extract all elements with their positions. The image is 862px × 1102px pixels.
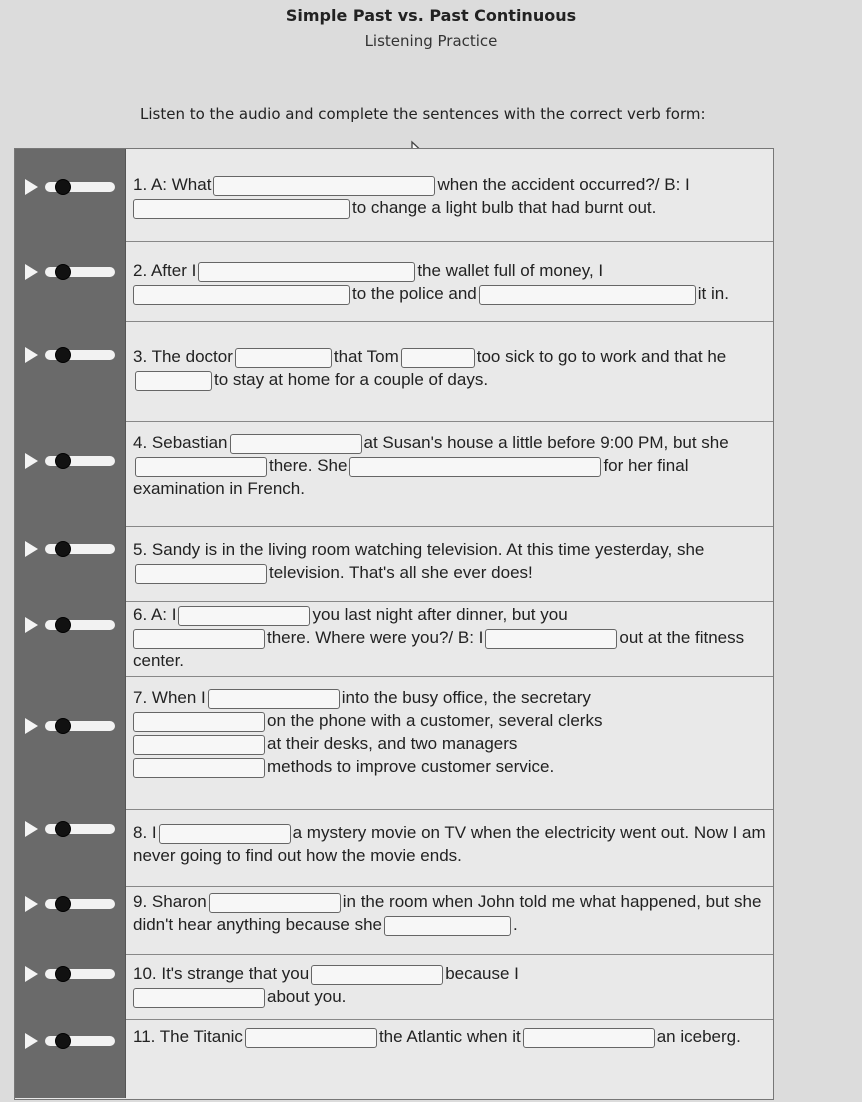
progress-knob[interactable] <box>55 541 71 557</box>
answer-blank[interactable] <box>245 1028 377 1048</box>
question-text: 6. A: I you last night after dinner, but you there. Where were you?/ B: I out at the fitness center. <box>133 605 745 670</box>
play-icon[interactable] <box>25 1033 38 1049</box>
audio-player[interactable] <box>15 886 126 954</box>
question-text: 9. Sharon in the room when John told me what happened, but she didn't hear anything because she . <box>133 892 762 934</box>
question-text: 5. Sandy is in the living room watching television. At this time yesterday, shetelevision. That's all she ever does! <box>133 540 705 582</box>
question-text: 3. The doctor that Tom too sick to go to work and that heto stay at home for a couple of days. <box>133 347 727 389</box>
answer-blank[interactable] <box>349 457 601 477</box>
audio-player[interactable] <box>15 601 126 676</box>
question-text: 8. I a mystery movie on TV when the electricity went out. Now I am never going to find out how the movie ends. <box>133 823 766 865</box>
answer-blank[interactable] <box>159 824 291 844</box>
answer-blank[interactable] <box>198 262 415 282</box>
answer-blank[interactable] <box>208 689 340 709</box>
audio-player[interactable] <box>15 1019 126 1098</box>
progress-knob[interactable] <box>55 347 71 363</box>
answer-blank[interactable] <box>133 199 350 219</box>
play-icon[interactable] <box>25 617 38 633</box>
worksheet-table <box>14 148 774 1100</box>
question-row <box>15 676 773 810</box>
progress-knob[interactable] <box>55 179 71 195</box>
answer-blank[interactable] <box>384 916 511 936</box>
play-icon[interactable] <box>25 821 38 837</box>
audio-player[interactable] <box>15 954 126 1019</box>
audio-player[interactable] <box>15 526 126 601</box>
progress-knob[interactable] <box>55 966 71 982</box>
audio-player[interactable] <box>15 241 126 321</box>
progress-knob[interactable] <box>55 617 71 633</box>
play-icon[interactable] <box>25 453 38 469</box>
page-title: Simple Past vs. Past Continuous <box>285 6 577 25</box>
play-icon[interactable] <box>25 541 38 557</box>
progress-knob[interactable] <box>55 718 71 734</box>
audio-player[interactable] <box>15 149 126 241</box>
instructions: Listen to the audio and complete the sentences with the correct verb form: <box>140 105 706 123</box>
answer-blank[interactable] <box>135 457 267 477</box>
answer-blank[interactable] <box>133 988 265 1008</box>
page-subtitle: Listening Practice <box>364 32 498 50</box>
question-text: 11. The Titanic the Atlantic when it an iceberg. <box>133 1027 741 1046</box>
audio-player[interactable] <box>15 809 126 886</box>
answer-blank[interactable] <box>133 629 265 649</box>
play-icon[interactable] <box>25 896 38 912</box>
answer-blank[interactable] <box>235 348 332 368</box>
play-icon[interactable] <box>25 966 38 982</box>
question-row <box>15 526 773 602</box>
question-row <box>15 149 773 242</box>
answer-blank[interactable] <box>311 965 443 985</box>
answer-blank[interactable] <box>209 893 341 913</box>
question-text: 10. It's strange that you because I about you. <box>133 964 519 1006</box>
answer-blank[interactable] <box>135 564 267 584</box>
question-row <box>15 1019 773 1098</box>
progress-knob[interactable] <box>55 264 71 280</box>
question-row <box>15 886 773 955</box>
answer-blank[interactable] <box>213 176 435 196</box>
answer-blank[interactable] <box>133 712 265 732</box>
progress-knob[interactable] <box>55 821 71 837</box>
play-icon[interactable] <box>25 718 38 734</box>
question-text: 1. A: What when the accident occurred?/ B: I to change a light bulb that had burnt out. <box>133 175 690 217</box>
question-text: 7. When I into the busy office, the secretary on the phone with a customer, several clerks at their desks, and two managers methods to improve customer service. <box>133 688 603 776</box>
audio-player[interactable] <box>15 421 126 526</box>
answer-blank[interactable] <box>135 371 212 391</box>
play-icon[interactable] <box>25 264 38 280</box>
progress-knob[interactable] <box>55 453 71 469</box>
question-row <box>15 421 773 527</box>
answer-blank[interactable] <box>133 285 350 305</box>
progress-knob[interactable] <box>55 896 71 912</box>
answer-blank[interactable] <box>479 285 696 305</box>
question-row <box>15 601 773 677</box>
play-icon[interactable] <box>25 347 38 363</box>
question-text: 4. Sebastian at Susan's house a little before 9:00 PM, but shethere. She for her final examination in French. <box>133 433 729 498</box>
question-row <box>15 321 773 422</box>
audio-player[interactable] <box>15 321 126 421</box>
answer-blank[interactable] <box>523 1028 655 1048</box>
question-row <box>15 809 773 887</box>
question-text: 2. After I the wallet full of money, I to the police and it in. <box>133 261 729 303</box>
question-row <box>15 954 773 1020</box>
answer-blank[interactable] <box>178 606 310 626</box>
answer-blank[interactable] <box>230 434 362 454</box>
progress-knob[interactable] <box>55 1033 71 1049</box>
answer-blank[interactable] <box>485 629 617 649</box>
answer-blank[interactable] <box>133 758 265 778</box>
audio-player[interactable] <box>15 676 126 809</box>
question-row <box>15 241 773 322</box>
answer-blank[interactable] <box>133 735 265 755</box>
play-icon[interactable] <box>25 179 38 195</box>
answer-blank[interactable] <box>401 348 475 368</box>
